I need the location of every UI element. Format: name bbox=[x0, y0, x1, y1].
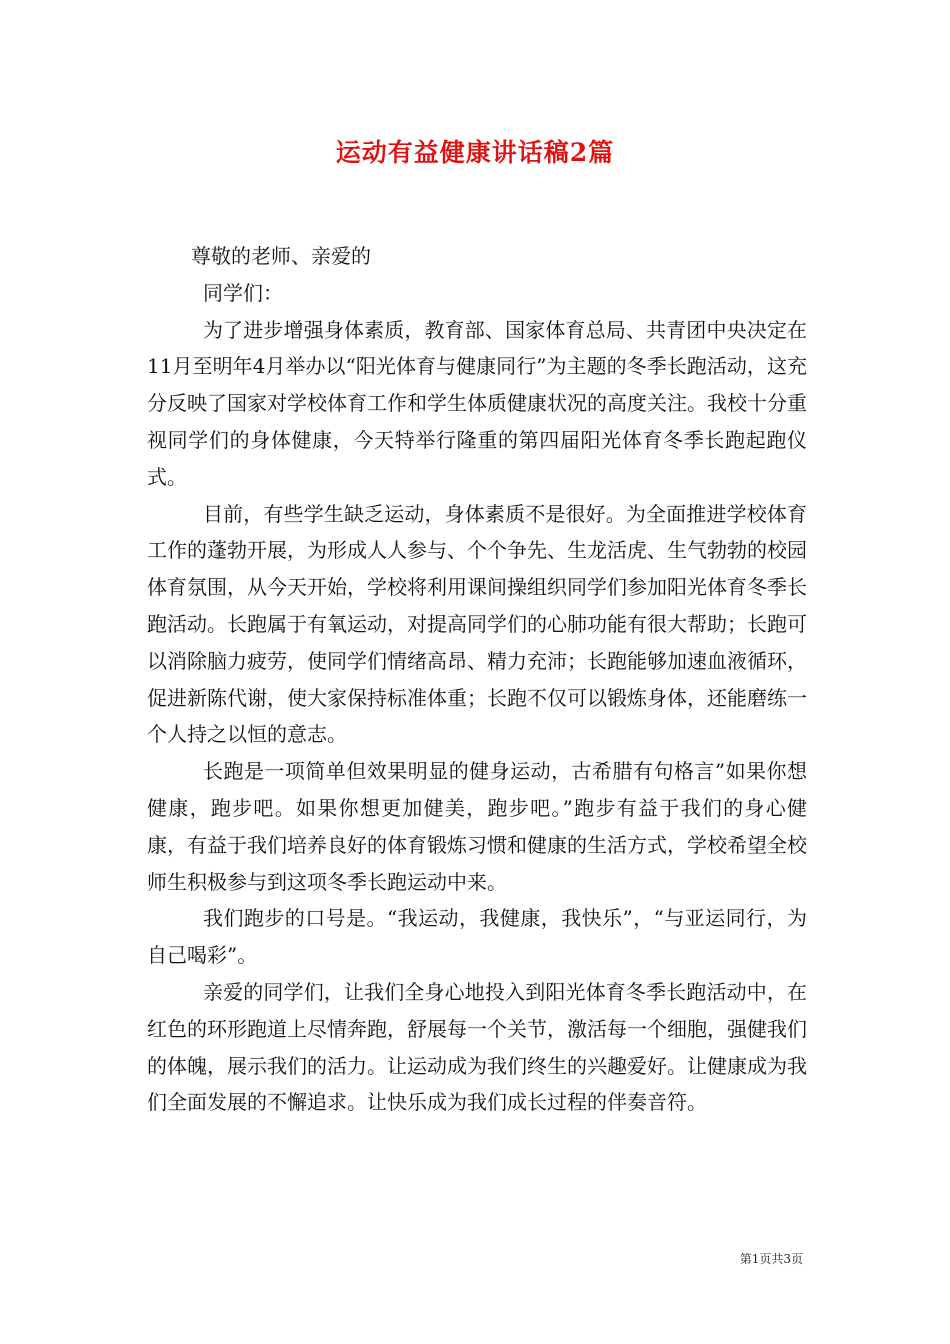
paragraph-2: 目前，有些学生缺乏运动，身体素质不是很好。为全面推进学校体育工作的蓬勃开展，为形成人人参与、个个争先、生龙活虎、生气勃勃的校园体育氛围，从今天开始，学校将利用课间操组织同学们参加阳光体育冬季长跑活动。长跑属于有氧运动，对提高同学们的心肺功能有很大帮助；长跑可以消除脑力疲劳，使同学们情绪高昂、精力充沛；长跑能够加速血液循环，促进新陈代谢，使大家保持标准体重；长跑不仅可以锻炼身体，还能磨练一个人持之以恒的意志。 bbox=[147, 501, 807, 747]
page-number-footer: 第1页共3页 bbox=[739, 1252, 803, 1266]
paragraph-5: 亲爱的同学们，让我们全身心地投入到阳光体育冬季长跑活动中，在红色的环形跑道上尽情奔跑，舒展每一个关节，激活每一个细胞，强健我们的体魄，展示我们的活力。让运动成为我们终生的兴趣爱好。让健康成为我们全面发展的不懈追求。让快乐成为我们成长过程的伴奏音符。 bbox=[147, 979, 807, 1115]
paragraph-1: 为了进步增强身体素质，教育部、国家体育总局、共青团中央决定在11月至明年4月举办以“阳光体育与健康同行”为主题的冬季长跑活动，这充分反映了国家对学校体育工作和学生体质健康状况的高度关注。我校十分重视同学们的身体健康，今天特举行隆重的第四届阳光体育冬季长跑起跑仪式。 bbox=[147, 317, 807, 489]
greeting-line-1: 尊敬的老师、亲爱的 bbox=[191, 244, 371, 268]
paragraph-3: 长跑是一项简单但效果明显的健身运动，古希腊有句格言”如果你想健康，跑步吧。如果你想更加健美，跑步吧。”跑步有益于我们的身心健康，有益于我们培养良好的体育锻炼习惯和健康的生活方式，学校希望全校师生积极参与到这项冬季长跑运动中来。 bbox=[147, 759, 807, 894]
greeting-line-2: 同学们： bbox=[203, 280, 283, 305]
paragraph-4: 我们跑步的口号是。“我运动，我健康，我快乐”，“与亚运同行，为自己喝彩”。 bbox=[147, 906, 807, 968]
document-title: 运动有益健康讲话稿2篇 bbox=[335, 138, 615, 167]
document-body bbox=[147, 238, 807, 1121]
